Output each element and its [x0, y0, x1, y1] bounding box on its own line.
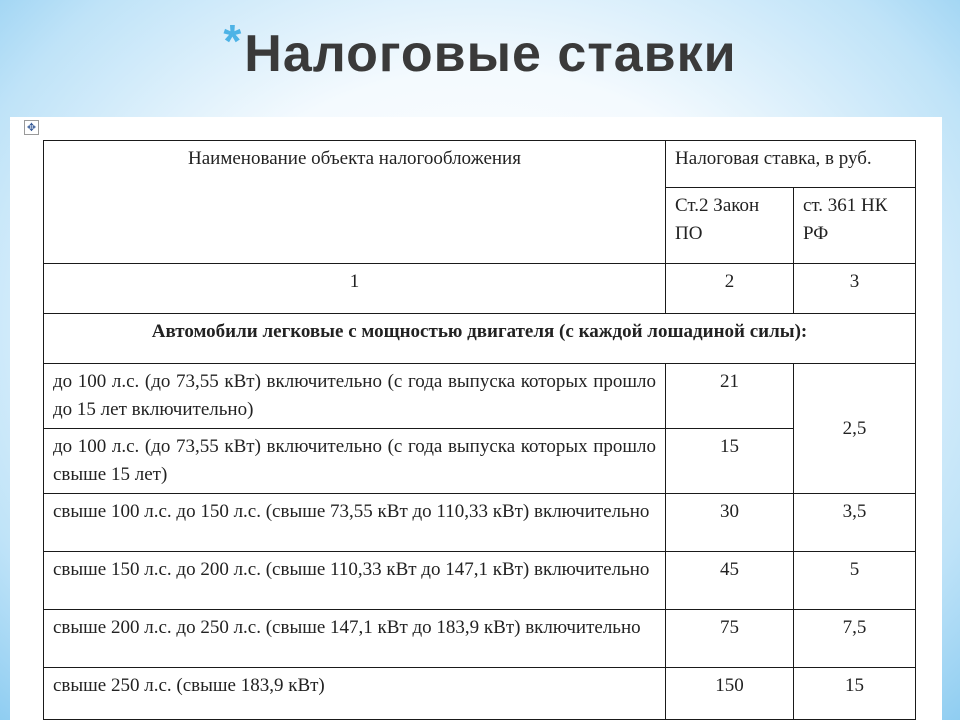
row-object-name: свыше 250 л.с. (свыше 183,9 кВт)	[44, 668, 666, 720]
row-object-name: до 100 л.с. (до 73,55 кВт) включительно (с года выпуска которых прошло до 15 лет включительно)	[44, 364, 666, 429]
row-law-rate: 150	[666, 668, 794, 720]
table-row	[44, 364, 916, 429]
table-row	[44, 610, 916, 668]
header-tax-rate: Налоговая ставка, в руб.	[666, 141, 916, 188]
header-tax-code-article: ст. 361 НК РФ	[794, 188, 916, 264]
table-row	[44, 668, 916, 720]
column-number-3: 3	[794, 264, 916, 314]
row-law-rate: 75	[666, 610, 794, 668]
row-law-rate: 21	[666, 364, 794, 429]
row-object-name: свыше 200 л.с. до 250 л.с. (свыше 147,1 кВт до 183,9 кВт) включительно	[44, 610, 666, 668]
row-object-name: до 100 л.с. (до 73,55 кВт) включительно (с года выпуска которых прошло свыше 15 лет)	[44, 429, 666, 494]
row-object-name: свыше 100 л.с. до 150 л.с. (свыше 73,55 кВт до 110,33 кВт) включительно	[44, 494, 666, 552]
header-law-article: Ст.2 Закон ПО	[666, 188, 794, 264]
slide-title	[0, 14, 960, 84]
row-tax-code-rate: 5	[794, 552, 916, 610]
row-object-name: свыше 150 л.с. до 200 л.с. (свыше 110,33 кВт до 147,1 кВт) включительно	[44, 552, 666, 610]
column-number-2: 2	[666, 264, 794, 314]
row-law-rate: 45	[666, 552, 794, 610]
row-tax-code-rate: 15	[794, 668, 916, 720]
table-row	[44, 429, 916, 494]
section-title: Автомобили легковые с мощностью двигателя (с каждой лошадиной силы):	[44, 314, 916, 364]
document-page	[10, 117, 942, 720]
tax-rate-table	[43, 140, 916, 720]
column-number-1: 1	[44, 264, 666, 314]
table-row	[44, 494, 916, 552]
row-tax-code-rate: 7,5	[794, 610, 916, 668]
title-asterisk: *	[223, 15, 243, 67]
row-tax-code-rate-merged: 2,5	[794, 364, 916, 494]
table-row	[44, 552, 916, 610]
table-move-handle-icon[interactable]: ✥	[24, 120, 39, 135]
row-tax-code-rate: 3,5	[794, 494, 916, 552]
header-object-name: Наименование объекта налогообложения	[44, 141, 666, 264]
title-text: Налоговые ставки	[244, 25, 737, 83]
row-law-rate: 15	[666, 429, 794, 494]
row-law-rate: 30	[666, 494, 794, 552]
